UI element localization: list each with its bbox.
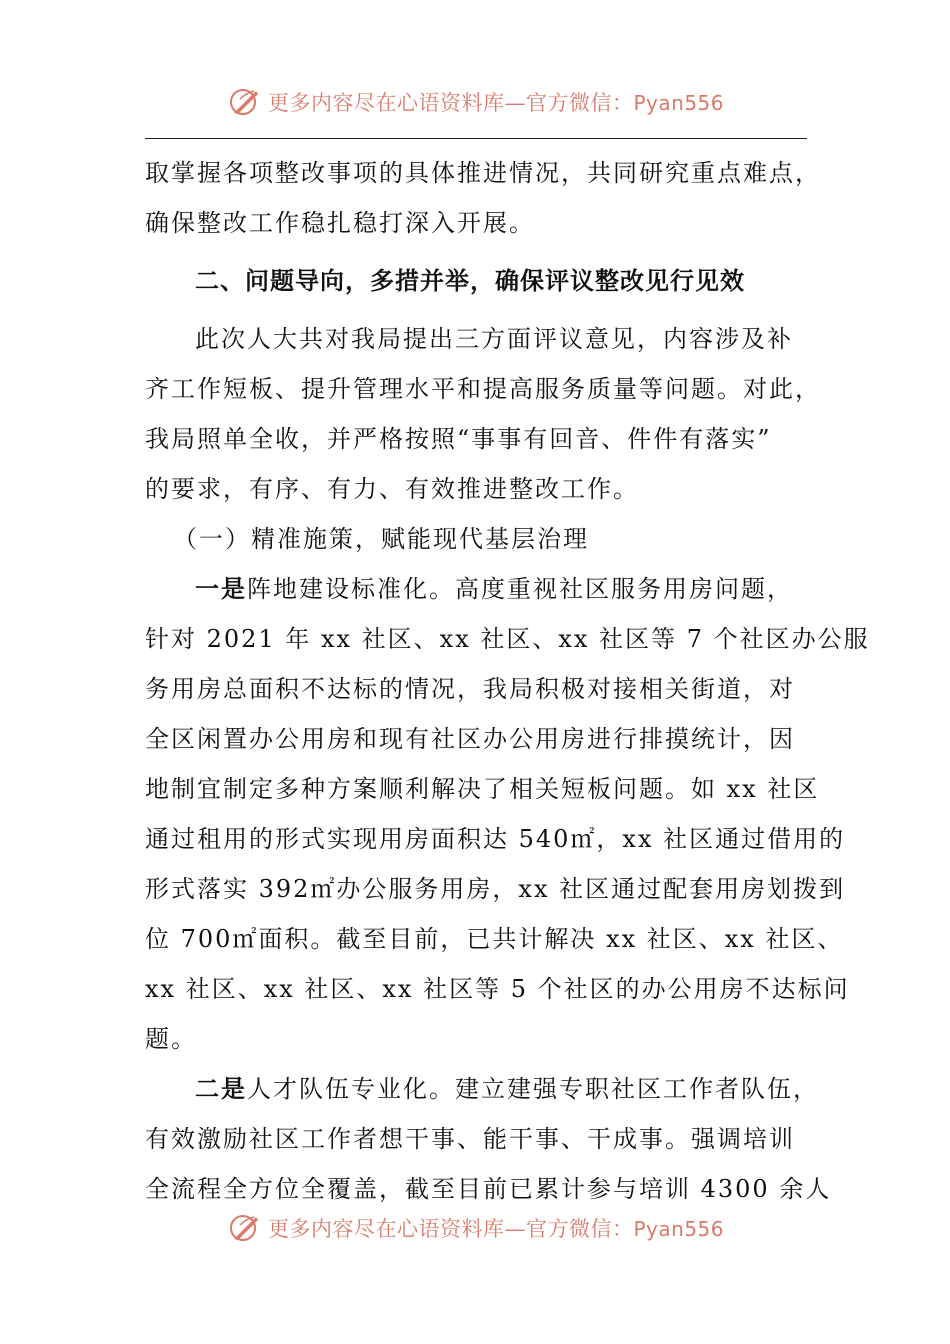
paragraph-line: 通过租用的形式实现用房面积达 540㎡，xx 社区通过借用的 [145, 825, 846, 853]
lead-term: 一是 [195, 575, 247, 603]
paragraph-line: 位 700㎡面积。截至目前，已共计解决 xx 社区、xx 社区、 [145, 925, 844, 953]
quill-logo-icon [228, 85, 262, 119]
subsection-heading: （一）精准施策，赋能现代基层治理 [173, 525, 589, 553]
lead-term: 二是 [195, 1075, 247, 1103]
paragraph-line: 题。 [145, 1025, 197, 1053]
paragraph-line: 全区闲置办公用房和现有社区办公用房进行排摸统计，因 [145, 725, 795, 753]
watermark-text: 更多内容尽在心语资料库—官方微信：Pyan556 [268, 1217, 725, 1241]
footer-watermark [228, 1208, 724, 1248]
paragraph-line: 我局照单全收，并严格按照“事事有回音、件件有落实” [145, 425, 772, 453]
paragraph-line: 一是阵地建设标准化。高度重视社区服务用房问题， [195, 575, 793, 603]
paragraph-line: 的要求，有序、有力、有效推进整改工作。 [145, 475, 639, 503]
paragraph-line: 形式落实 392㎡办公服务用房，xx 社区通过配套用房划拨到 [145, 875, 846, 903]
watermark-text: 更多内容尽在心语资料库—官方微信：Pyan556 [268, 91, 725, 115]
paragraph-line: 确保整改工作稳扎稳打深入开展。 [145, 209, 535, 237]
paragraph-line: 地制宜制定多种方案顺利解决了相关短板问题。如 xx 社区 [145, 775, 820, 803]
paragraph-line: 此次人大共对我局提出三方面评议意见，内容涉及补 [195, 325, 793, 353]
paragraph-line: 取掌握各项整改事项的具体推进情况，共同研究重点难点， [145, 159, 821, 187]
paragraph-line: 有效激励社区工作者想干事、能干事、干成事。强调培训 [145, 1125, 795, 1153]
paragraph-line: 二是人才队伍专业化。建立建强专职社区工作者队伍， [195, 1075, 819, 1103]
header-rule [145, 138, 807, 139]
paragraph-line: 齐工作短板、提升管理水平和提高服务质量等问题。对此， [145, 375, 821, 403]
paragraph-line: xx 社区、xx 社区、xx 社区等 5 个社区的办公用房不达标问 [145, 975, 850, 1003]
paragraph-line: 全流程全方位全覆盖，截至目前已累计参与培训 4300 余人 [145, 1175, 832, 1203]
quill-logo-icon [228, 1211, 262, 1245]
paragraph-line: 针对 2021 年 xx 社区、xx 社区、xx 社区等 7 个社区办公服 [145, 625, 870, 653]
section-heading: 二、问题导向，多措并举，确保评议整改见行见效 [195, 267, 745, 295]
paragraph-line: 务用房总面积不达标的情况，我局积极对接相关街道，对 [145, 675, 795, 703]
document-body [145, 148, 870, 1214]
header-watermark [228, 82, 724, 122]
